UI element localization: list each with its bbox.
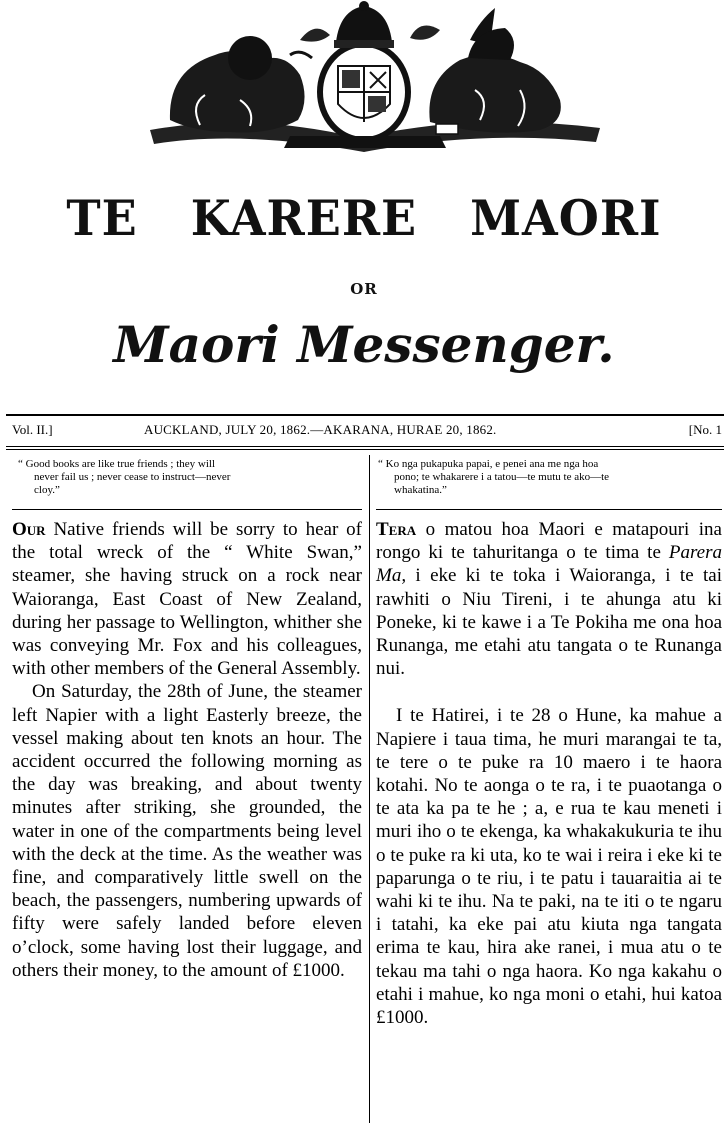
maori-paragraph-1-text-b: i eke ki te toka i Waioranga, i te tai rawhiti o Niu Tireni, i te ahunga atu ki Poneke, ki te kawe i a Te Pokiha me ona hoa Runanga, me etahi atu tangata o te Runanga nui.	[376, 565, 722, 680]
maori-drop-lead: Tera	[376, 519, 417, 540]
maori-paragraph-1	[376, 518, 722, 680]
dateline-text: AUCKLAND, JULY 20, 1862.—AKARANA, HURAE 20, 1862.	[144, 422, 497, 437]
english-drop-lead: Our	[12, 519, 46, 540]
english-motto-line-3: cloy.”	[34, 484, 60, 496]
royal-coat-of-arms-illustration	[0, 0, 728, 160]
dateline-bottom-rule	[6, 446, 724, 447]
masthead-or: OR	[350, 280, 378, 298]
masthead-title	[0, 187, 728, 250]
masthead-title-word-1: TE	[66, 189, 138, 247]
issue-number: [No. 1	[688, 422, 722, 437]
maori-motto-line-2: pono; te whakarere i a tatou—te mutu te ako—te	[394, 471, 610, 483]
dateline-top-rule	[6, 414, 724, 416]
english-paragraph-1-text: Native friends will be sorry to hear of the total wreck of the “ White Swan,” steamer, she having struck on a rock near Waioranga, East Coast of New Zealand, during her passage to Wellington, whither she was conveying Mr. Fox and his colleagues, with other members of the General Assembly.	[12, 519, 362, 680]
maori-motto	[378, 458, 722, 497]
english-paragraph-1	[12, 518, 362, 680]
masthead-title-word-3: MAORI	[470, 189, 662, 247]
maori-paragraph-1-text-a: o matou hoa Maori e matapouri ina rongo ki te tahuritanga o te tima te	[376, 519, 722, 564]
maori-motto-rule	[376, 509, 722, 510]
maori-motto-line-3: whakatina.”	[394, 484, 447, 496]
maori-paragraph-2: I te Hatirei, i te 28 o Hune, ka mahue a Napiere i taua tima, he muri marangai te ta, te tere o te puke ra 10 maero i te haora kotahi. No te aonga o te ra, i te puaotanga o te ata ka pa te he ; a, e rua te kau meneti i muri iho o te ekenga, ka whakakukuria te ihu o te puke ra ki uta, ko te wai i reira i eke ki te paparunga o te riu, i te patu i tauaraitia ai te wahi ki te ihu. Na te paki, na te iti o te ngaru i tatahi, ka eke pai atu kiuta nga tangata erima te kau, hira ake ranei, i mua atu o te tekau ma tahi o nga haora. Ko nga kakahu o etahi i mahue, ko nga moni o etahi, hui katoa £1000.	[376, 705, 722, 1029]
english-motto-line-2: never fail us ; never cease to instruct—never	[34, 471, 231, 483]
maori-article	[376, 518, 722, 1029]
english-motto-rule	[12, 509, 362, 510]
masthead-subtitle: Maori Messenger.	[113, 315, 615, 374]
english-paragraph-2: On Saturday, the 28th of June, the steamer left Napier with a light Easterly breeze, the vessel making about ten knots an hour. The accident occurred the following morning as the day was breaking, and about twenty minutes after striking, she grounded, the water in one of the compartments being level with the deck at the time. As the weather was fine, and comparatively little swell on the beach, the passengers, numbering upwards of fifty were safely landed before eleven o’clock, some having lost their luggage, and others their money, to the amount of £1000.	[12, 681, 362, 981]
masthead-title-word-2: KARERE	[190, 189, 418, 247]
ship-name: Parera Ma,	[376, 542, 722, 587]
dateline-bottom-rule-2	[6, 449, 724, 450]
volume-label: Vol. II.]	[12, 422, 53, 437]
english-motto	[18, 458, 358, 497]
dateline	[6, 422, 724, 442]
english-motto-line-1: “ Good books are like true friends ; they will	[18, 458, 216, 470]
column-divider	[369, 455, 370, 1123]
maori-motto-line-1: “ Ko nga pukapuka papai, e penei ana me nga hoa	[378, 458, 599, 470]
english-article	[12, 518, 362, 982]
